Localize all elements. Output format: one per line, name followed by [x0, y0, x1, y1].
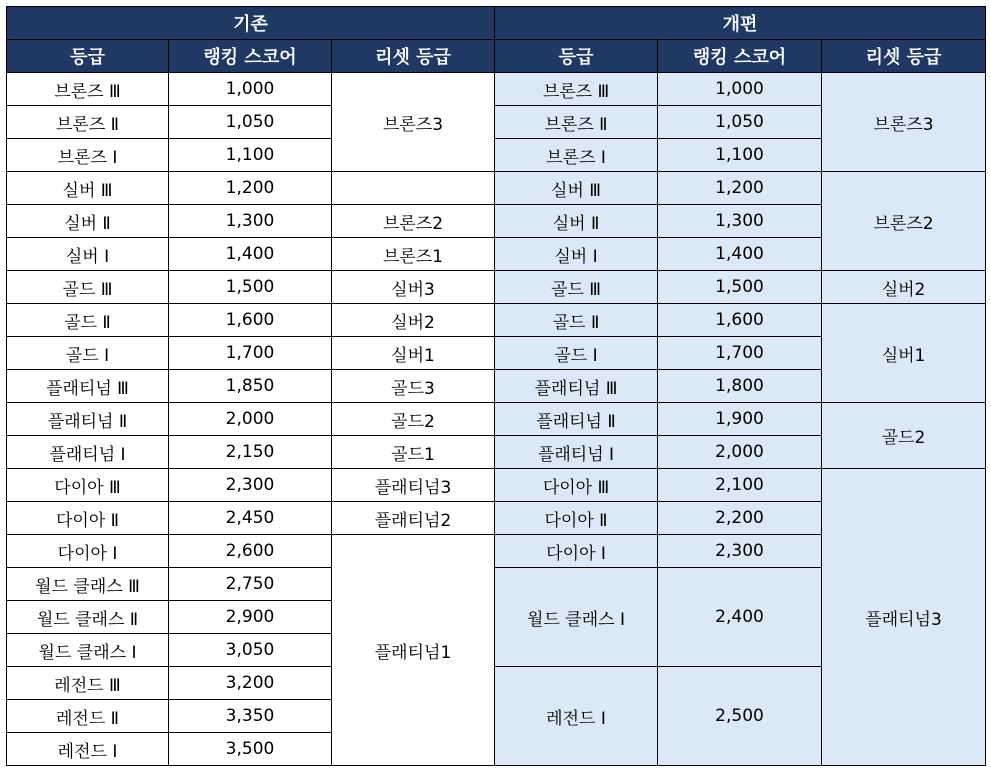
old-score-cell: 3,050 [169, 634, 332, 667]
new-score-cell: 1,400 [658, 238, 822, 271]
table-row [7, 304, 986, 337]
old-score-header: 랭킹 스코어 [169, 40, 332, 73]
new-grade-cell: 실버 Ⅲ [495, 172, 658, 205]
old-reset-cell: 플래티넘1 [332, 535, 495, 766]
old-score-cell: 1,100 [169, 139, 332, 172]
new-grade-cell: 월드 클래스 Ⅰ [495, 568, 658, 667]
new-grade-cell: 골드 Ⅱ [495, 304, 658, 337]
old-grade-cell: 브론즈 Ⅱ [7, 106, 169, 139]
old-grade-cell: 골드 Ⅱ [7, 304, 169, 337]
old-grade-cell: 플래티넘 Ⅲ [7, 370, 169, 403]
old-grade-cell: 월드 클래스 Ⅲ [7, 568, 169, 601]
new-grade-cell: 플래티넘 Ⅲ [495, 370, 658, 403]
old-reset-cell: 골드3 [332, 370, 495, 403]
new-grade-cell: 브론즈 Ⅲ [495, 73, 658, 106]
new-grade-cell: 다이아 Ⅰ [495, 535, 658, 568]
table-row [7, 271, 986, 304]
old-grade-cell: 브론즈 Ⅲ [7, 73, 169, 106]
old-grade-cell: 플래티넘 Ⅰ [7, 436, 169, 469]
new-score-cell: 1,000 [658, 73, 822, 106]
new-grade-cell: 실버 Ⅱ [495, 205, 658, 238]
old-score-cell: 2,750 [169, 568, 332, 601]
old-grade-cell: 레전드 Ⅲ [7, 667, 169, 700]
new-score-cell: 1,200 [658, 172, 822, 205]
new-grade-cell: 브론즈 Ⅱ [495, 106, 658, 139]
new-score-cell: 2,200 [658, 502, 822, 535]
old-reset-cell: 실버2 [332, 304, 495, 337]
old-grade-cell: 월드 클래스 Ⅱ [7, 601, 169, 634]
grade-comparison-table [6, 6, 986, 766]
new-score-cell: 1,600 [658, 304, 822, 337]
new-grade-cell: 골드 Ⅲ [495, 271, 658, 304]
old-score-cell: 1,700 [169, 337, 332, 370]
new-score-cell: 1,050 [658, 106, 822, 139]
old-grade-cell: 실버 Ⅰ [7, 238, 169, 271]
old-grade-cell: 골드 Ⅲ [7, 271, 169, 304]
old-reset-cell: 플래티넘2 [332, 502, 495, 535]
old-score-cell: 2,900 [169, 601, 332, 634]
old-grade-cell: 플래티넘 Ⅱ [7, 403, 169, 436]
old-reset-cell: 브론즈3 [332, 73, 495, 172]
table-row [7, 172, 986, 205]
new-score-cell: 2,100 [658, 469, 822, 502]
old-grade-cell: 다이아 Ⅲ [7, 469, 169, 502]
new-grade-cell: 브론즈 Ⅰ [495, 139, 658, 172]
new-score-cell: 1,300 [658, 205, 822, 238]
new-score-cell: 1,900 [658, 403, 822, 436]
new-score-cell: 2,300 [658, 535, 822, 568]
old-score-cell: 2,000 [169, 403, 332, 436]
new-grade-cell: 플래티넘 Ⅱ [495, 403, 658, 436]
old-reset-cell: 실버3 [332, 271, 495, 304]
new-reset-cell: 브론즈3 [822, 73, 986, 172]
old-reset-header: 리셋 등급 [332, 40, 495, 73]
old-score-cell: 2,600 [169, 535, 332, 568]
new-grade-cell: 골드 Ⅰ [495, 337, 658, 370]
new-score-cell: 1,800 [658, 370, 822, 403]
old-grade-cell: 월드 클래스 Ⅰ [7, 634, 169, 667]
old-score-cell: 3,350 [169, 700, 332, 733]
old-score-cell: 1,500 [169, 271, 332, 304]
old-score-cell: 1,000 [169, 73, 332, 106]
new-reset-cell: 골드2 [822, 403, 986, 469]
new-score-cell: 2,000 [658, 436, 822, 469]
new-score-cell: 1,100 [658, 139, 822, 172]
old-score-cell: 1,850 [169, 370, 332, 403]
old-reset-cell: 골드2 [332, 403, 495, 436]
old-score-cell: 1,300 [169, 205, 332, 238]
new-reset-cell: 실버2 [822, 271, 986, 304]
new-grade-cell: 레전드 Ⅰ [495, 667, 658, 766]
old-score-cell: 1,600 [169, 304, 332, 337]
old-score-cell: 2,150 [169, 436, 332, 469]
table-row [7, 73, 986, 106]
old-reset-cell-empty [332, 172, 495, 205]
old-grade-cell: 다이아 Ⅰ [7, 535, 169, 568]
new-reset-header: 리셋 등급 [822, 40, 986, 73]
new-grade-cell: 다이아 Ⅱ [495, 502, 658, 535]
old-grade-cell: 다이아 Ⅱ [7, 502, 169, 535]
old-score-cell: 1,050 [169, 106, 332, 139]
new-score-cell: 2,400 [658, 568, 822, 667]
old-score-cell: 2,300 [169, 469, 332, 502]
old-grade-cell: 골드 Ⅰ [7, 337, 169, 370]
old-grade-cell: 실버 Ⅱ [7, 205, 169, 238]
old-grade-cell: 레전드 Ⅰ [7, 733, 169, 766]
new-grade-header: 등급 [495, 40, 658, 73]
new-grade-cell: 실버 Ⅰ [495, 238, 658, 271]
old-grade-cell: 레전드 Ⅱ [7, 700, 169, 733]
new-score-cell: 1,500 [658, 271, 822, 304]
new-score-header: 랭킹 스코어 [658, 40, 822, 73]
new-grade-cell: 플래티넘 Ⅰ [495, 436, 658, 469]
old-grade-cell: 브론즈 Ⅰ [7, 139, 169, 172]
old-score-cell: 2,450 [169, 502, 332, 535]
old-reset-cell: 브론즈2 [332, 205, 495, 238]
new-reset-cell: 실버1 [822, 304, 986, 403]
old-score-cell: 1,400 [169, 238, 332, 271]
old-reset-cell: 실버1 [332, 337, 495, 370]
old-grade-cell: 실버 Ⅲ [7, 172, 169, 205]
old-reset-cell: 플래티넘3 [332, 469, 495, 502]
old-score-cell: 3,200 [169, 667, 332, 700]
new-score-cell: 1,700 [658, 337, 822, 370]
old-grade-header: 등급 [7, 40, 169, 73]
new-score-cell: 2,500 [658, 667, 822, 766]
table-row [7, 469, 986, 502]
new-grade-cell: 다이아 Ⅲ [495, 469, 658, 502]
old-score-cell: 3,500 [169, 733, 332, 766]
new-reset-cell: 브론즈2 [822, 172, 986, 271]
new-reset-cell: 플래티넘3 [822, 469, 986, 766]
old-reset-cell: 골드1 [332, 436, 495, 469]
new-group-header: 개편 [495, 7, 986, 40]
old-score-cell: 1,200 [169, 172, 332, 205]
old-group-header: 기존 [7, 7, 495, 40]
table-row [7, 403, 986, 436]
old-reset-cell: 브론즈1 [332, 238, 495, 271]
